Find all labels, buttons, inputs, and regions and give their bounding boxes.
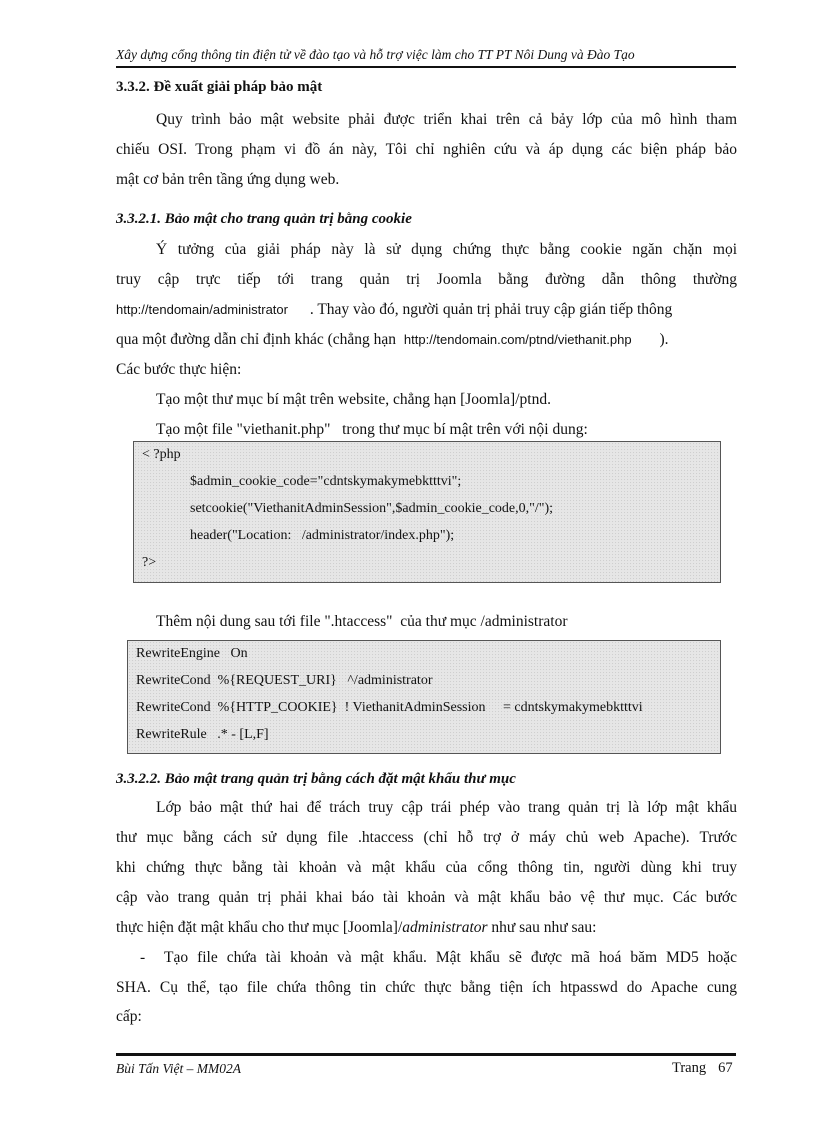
sub2-line-2: thư mục bằng cách sử dụng file .htaccess (chỉ hỗ trợ ở máy chủ web Apache). Trước: [116, 829, 737, 846]
step-create-file: Tạo một file "viethanit.php" trong thư mục bí mật trên với nội dung:: [156, 421, 588, 438]
sub2-line-5-text: thực hiện đặt mật khẩu cho thư mục [Joomla]/: [116, 919, 403, 936]
footer-author: Bùi Tấn Việt – MM02A: [116, 1061, 241, 1076]
intro-line-2: chiếu OSI. Trong phạm vi đồ án này, Tôi chỉ nghiên cứu và áp dụng các biện pháp bảo: [116, 141, 737, 158]
sub1-line-4-text: qua một đường dẫn chỉ định khác (chẳng hạn: [116, 331, 397, 348]
running-header: Xây dựng cổng thông tin điện tử về đào tạo và hỗ trợ việc làm cho TT PT Nôi Dung và Đào Tạo: [116, 47, 635, 62]
bullet-line-1: Tạo file chứa tài khoản và mật khẩu. Mật khẩu sẽ được mã hoá băm MD5 hoặc: [164, 949, 737, 966]
code-line: RewriteCond %{REQUEST_URI} ^/administrator: [136, 673, 433, 688]
header-rule: [116, 66, 736, 68]
code-line: $admin_cookie_code="cdntskymakymebktttvi";: [190, 474, 462, 489]
code-line: RewriteCond %{HTTP_COOKIE} ! ViethanitAdminSession = cdntskymakymebktttvi: [136, 700, 643, 715]
php-code-box: [133, 441, 721, 583]
code-line: RewriteRule .* - [L,F]: [136, 727, 269, 742]
sub1-line-5: Các bước thực hiện:: [116, 361, 242, 378]
footer-rule: [116, 1053, 736, 1056]
sub2-line-3: khi chứng thực bằng tài khoản và mật khẩu của cổng thông tin, người dùng khi truy: [116, 859, 737, 876]
subsection-1-heading: 3.3.2.1. Bảo mật cho trang quản trị bằng cookie: [116, 211, 412, 227]
bullet-line-3: cấp:: [116, 1008, 142, 1025]
sub1-line-1: Ý tưởng của giải pháp này là sử dụng chứng thực bằng cookie ngăn chặn mọi: [156, 241, 737, 258]
sub1-line-4-end: ).: [659, 331, 669, 348]
step-htaccess: Thêm nội dung sau tới file ".htaccess" của thư mục /administrator: [156, 613, 568, 630]
code-line: setcookie("ViethanitAdminSession",$admin_cookie_code,0,"/");: [190, 501, 554, 516]
intro-line-3: mật cơ bản trên tầng ứng dụng web.: [116, 171, 340, 188]
code-line: ?>: [142, 555, 157, 570]
url-viethanit: http://tendomain.com/ptnd/viethanit.php: [403, 332, 632, 347]
sub1-line-4: [116, 331, 737, 349]
page-number-block: [672, 1060, 733, 1077]
sub1-line-2: truy cập trực tiếp tới trang quản trị Joomla bằng đường dẫn thông thường: [116, 271, 737, 288]
htaccess-code-box: [127, 640, 721, 754]
subsection-2-heading: 3.3.2.2. Bảo mật trang quản trị bằng cách đặt mật khẩu thư mục: [116, 771, 516, 787]
administrator-term: administrator: [402, 919, 488, 936]
section-heading: 3.3.2. Đề xuất giải pháp bảo mật: [116, 79, 323, 95]
sub1-line-3-text: . Thay vào đó, người quản trị phải truy cập gián tiếp thông: [309, 301, 673, 318]
page-label: Trang: [672, 1060, 707, 1076]
sub2-line-1: Lớp bảo mật thứ hai để trách truy cập trái phép vào trang quản trị là lớp mật khẩu: [156, 799, 737, 816]
intro-line-1: Quy trình bảo mật website phải được triển khai trên cả bảy lớp của mô hình tham: [156, 111, 737, 128]
code-line: RewriteEngine On: [136, 646, 248, 661]
code-line: header("Location: /administrator/index.php");: [190, 528, 455, 543]
sub1-line-3: [116, 301, 737, 319]
sub2-line-4: cập vào trang quản trị phải khai báo tài khoản và mật khẩu bảo vệ thư mục. Các bước: [116, 889, 737, 906]
step-create-folder: Tạo một thư mục bí mật trên website, chẳng hạn [Joomla]/ptnd.: [156, 391, 551, 408]
bullet-line-2: SHA. Cụ thể, tạo file chứa thông tin chức thực bằng tiện ích htpasswd do Apache cung: [116, 979, 737, 996]
url-administrator: http://tendomain/administrator: [116, 302, 288, 317]
sub2-line-5: [116, 919, 596, 937]
code-line: < ?php: [142, 447, 181, 462]
bullet-marker: -: [140, 949, 146, 966]
sub2-line-5-end: như sau như sau:: [491, 919, 597, 936]
page-number: 67: [718, 1060, 733, 1076]
